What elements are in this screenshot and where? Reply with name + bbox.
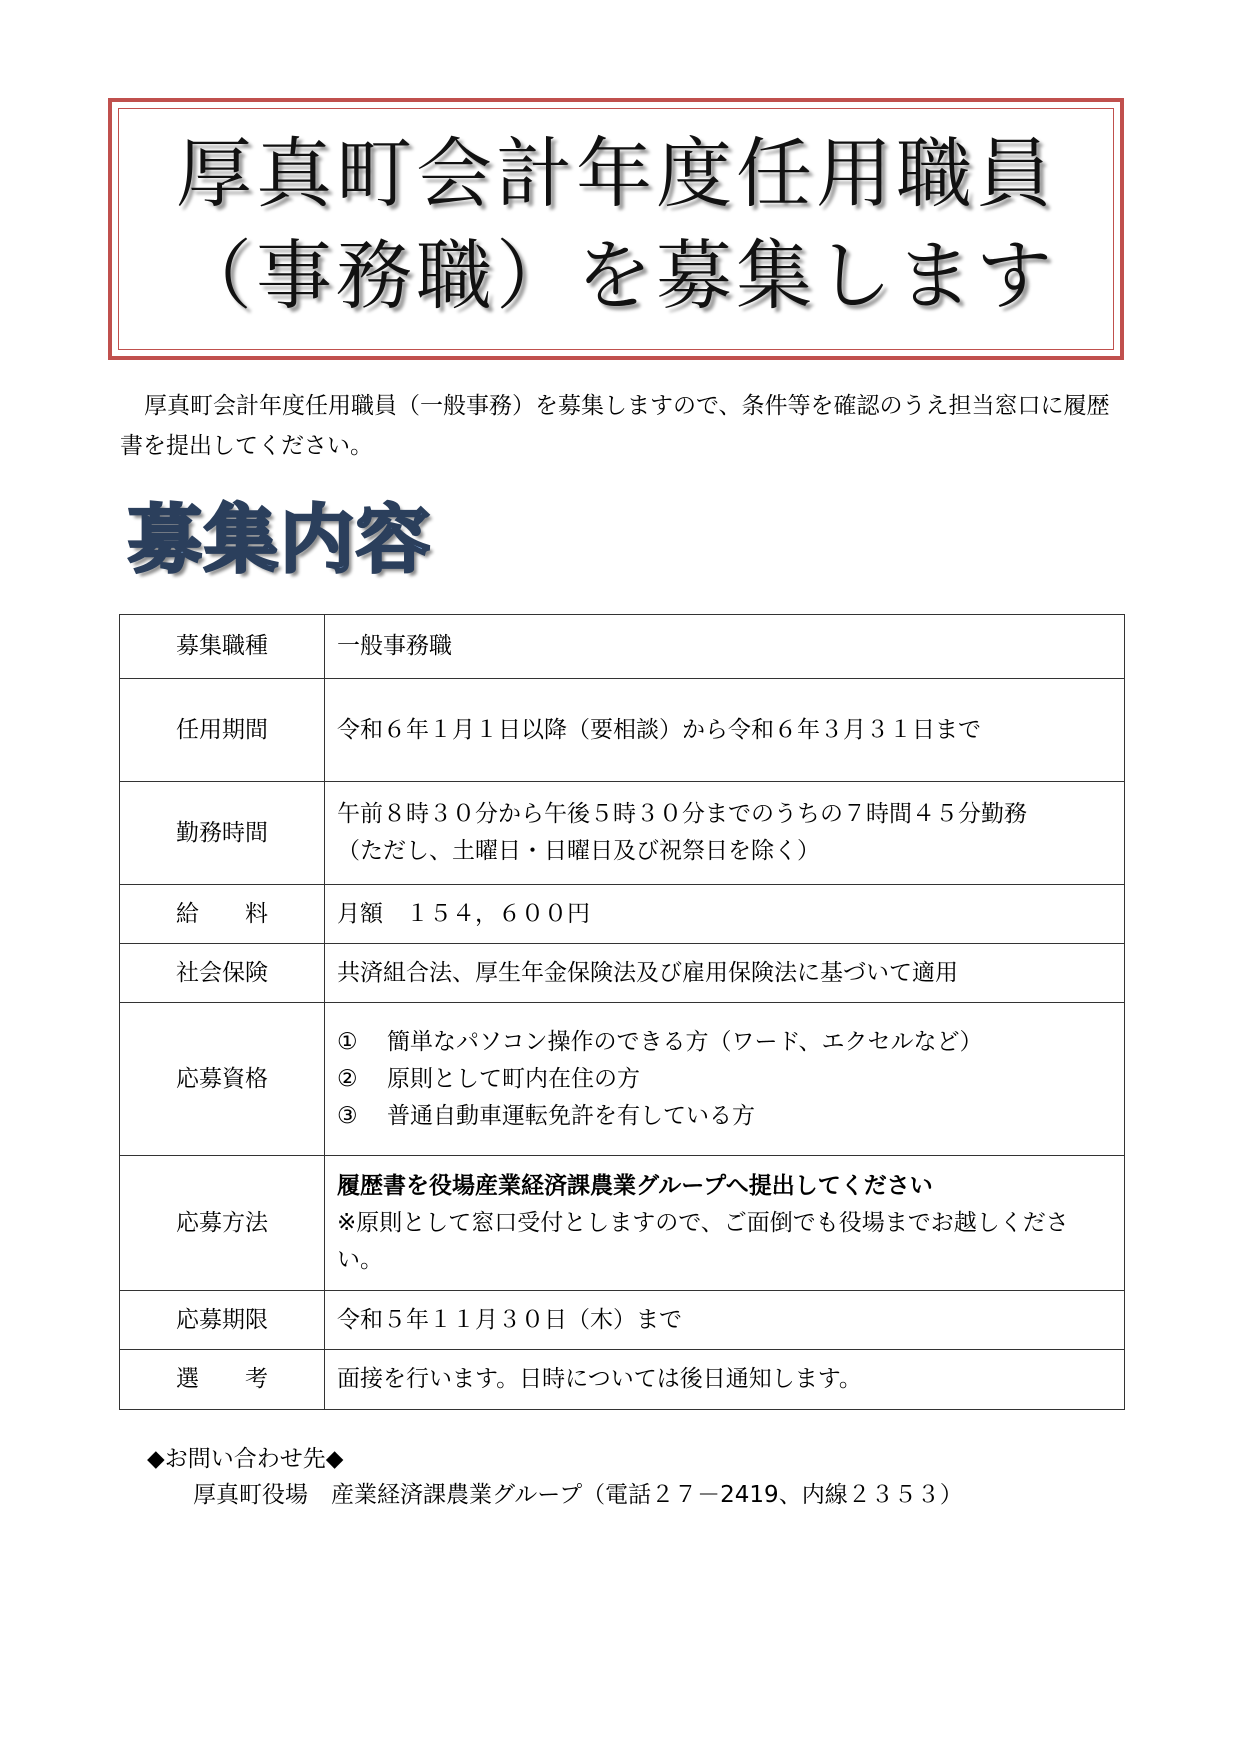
row-value-qualification: [325, 1003, 1125, 1156]
qualification-item: [337, 1061, 1112, 1098]
hours-line-1: 午前８時３０分から午後５時３０分までのうちの７時間４５分勤務: [337, 801, 1027, 827]
table-row: [120, 615, 1125, 679]
row-value-salary: 月額 １５４，６００円: [325, 885, 1125, 944]
row-value-method: [325, 1156, 1125, 1291]
hours-line-2: （ただし、土曜日・日曜日及び祝祭日を除く）: [337, 838, 820, 864]
row-label-kind: 募集職種: [120, 615, 325, 679]
row-label-salary: 給 料: [120, 885, 325, 944]
recruitment-table: [119, 614, 1125, 1410]
table-row: [120, 1003, 1125, 1156]
row-value-hours: [325, 782, 1125, 885]
table-row: [120, 1291, 1125, 1350]
row-label-period: 任用期間: [120, 679, 325, 782]
method-note: ※原則として窓口受付としますので、ご面倒でも役場までお越しください。: [337, 1209, 1069, 1273]
title-box: [108, 98, 1124, 360]
table-row: [120, 679, 1125, 782]
row-label-selection: 選 考: [120, 1350, 325, 1410]
qualification-number: ①: [337, 1028, 358, 1055]
table-row: [120, 944, 1125, 1003]
qualification-text: 原則として町内在住の方: [387, 1065, 640, 1092]
qualification-text: 簡単なパソコン操作のできる方（ワード、エクセルなど）: [387, 1028, 983, 1055]
row-value-period: 令和６年１月１日以降（要相談）から令和６年３月３１日まで: [325, 679, 1125, 782]
contact-heading: ◆お問い合わせ先◆: [147, 1446, 344, 1472]
row-value-kind: 一般事務職: [325, 615, 1125, 679]
title-line-2: （事務職）を募集します: [176, 231, 1056, 320]
qualification-number: ③: [337, 1102, 358, 1129]
row-label-method: 応募方法: [120, 1156, 325, 1291]
intro-paragraph: 厚真町会計年度任用職員（一般事務）を募集しますので、条件等を確認のうえ担当窓口に履歴書を提出してください。: [120, 393, 1110, 459]
table-row: [120, 782, 1125, 885]
row-label-deadline: 応募期限: [120, 1291, 325, 1350]
row-value-deadline: 令和５年１１月３０日（木）まで: [325, 1291, 1125, 1350]
qualification-item: [337, 1024, 1112, 1061]
row-value-insurance: 共済組合法、厚生年金保険法及び雇用保険法に基づいて適用: [325, 944, 1125, 1003]
qualification-item: [337, 1098, 1112, 1135]
table-row: [120, 1156, 1125, 1291]
qualification-text: 普通自動車運転免許を有している方: [387, 1102, 755, 1129]
row-label-hours: 勤務時間: [120, 782, 325, 885]
row-label-qualification: 応募資格: [120, 1003, 325, 1156]
row-value-selection: 面接を行います。日時については後日通知します。: [325, 1350, 1125, 1410]
table-row: [120, 885, 1125, 944]
title-line-1: 厚真町会計年度任用職員: [176, 129, 1056, 218]
contact-body: 厚真町役場 産業経済課農業グループ（電話２７－2419、内線２３５３）: [193, 1482, 963, 1508]
method-bold-line: 履歴書を役場産業経済課農業グループへ提出してください: [337, 1172, 933, 1199]
table-row: [120, 1350, 1125, 1410]
section-heading: 募集内容: [128, 497, 432, 583]
row-label-insurance: 社会保険: [120, 944, 325, 1003]
qualification-number: ②: [337, 1065, 358, 1092]
